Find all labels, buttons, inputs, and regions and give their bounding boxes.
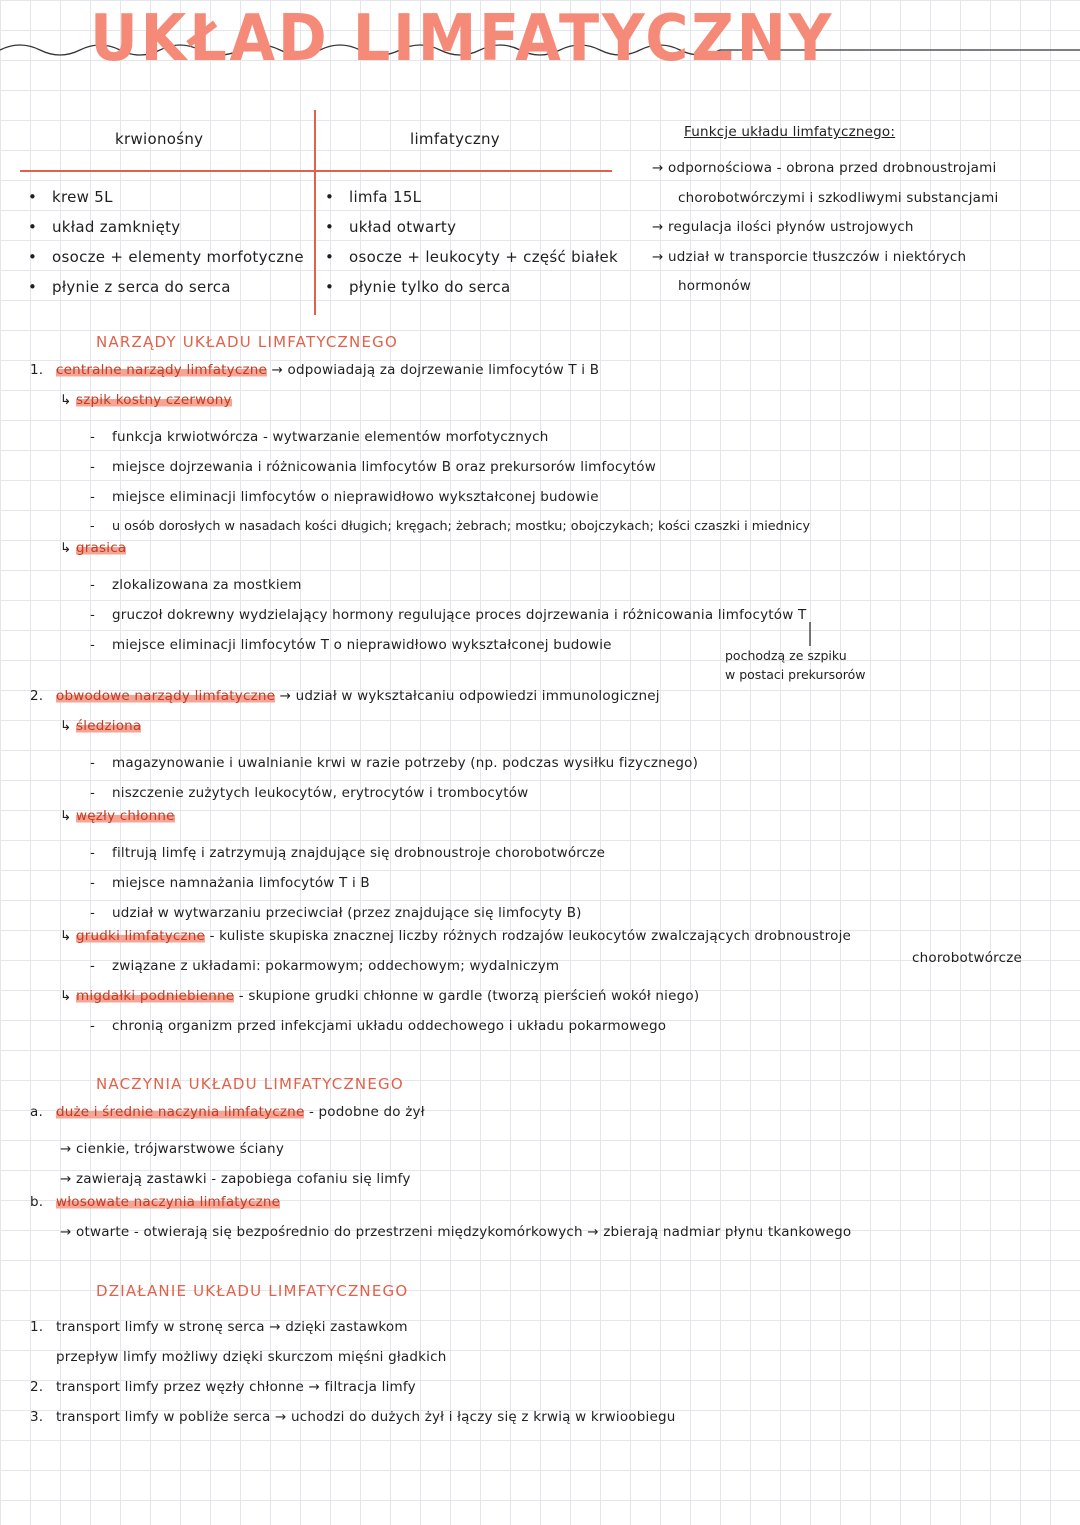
page-title: UKŁAD LIMFATYCZNY bbox=[90, 2, 835, 76]
bone-marrow: ↳ szpik kostny czerwony bbox=[60, 392, 232, 408]
list-item: przepływ limfy możliwy dzięki skurczom mięśni gładkich bbox=[56, 1349, 447, 1365]
list-item: 1. transport limfy w stronę serca → dzięki zastawkom bbox=[30, 1319, 408, 1335]
list-item: - filtrują limfę i zatrzymują znajdujące się drobnoustroje chorobotwórcze bbox=[90, 845, 606, 861]
lymph-nodules: ↳ grudki limfatyczne - kuliste skupiska znacznej liczby różnych rodzajów leukocytów zwalczających drobnoustroje bbox=[60, 928, 852, 944]
list-item: - związane z układami: pokarmowym; oddechowym; wydalniczym bbox=[90, 958, 560, 974]
list-item: • układ zamknięty bbox=[28, 218, 181, 236]
tonsils-list bbox=[90, 1018, 666, 1034]
list-item: - miejsce eliminacji limfocytów T o nieprawidłowo wykształconej budowie bbox=[90, 637, 612, 653]
functions-title: Funkcje układu limfatycznego: bbox=[684, 124, 896, 140]
thymus-note-line: w postaci prekursorów bbox=[725, 667, 866, 682]
list-item: → cienkie, trójwarstwowe ściany bbox=[60, 1141, 285, 1157]
list-item: • płynie tylko do serca bbox=[325, 278, 511, 296]
compare-right-header: limfatyczny bbox=[410, 130, 500, 148]
thymus-note-line: pochodzą ze szpiku bbox=[725, 648, 847, 663]
lymph-nodes: ↳ węzły chłonne bbox=[60, 808, 175, 824]
list-item: 2. transport limfy przez węzły chłonne → filtracja limfy bbox=[30, 1379, 416, 1395]
list-item: • krew 5L bbox=[28, 188, 113, 206]
list-item: - gruczoł dokrewny wydzielający hormony regulujące proces dojrzewania i różnicowania limfocytów T bbox=[90, 607, 807, 623]
compare-left-list bbox=[28, 182, 304, 302]
list-item: - chronią organizm przed infekcjami układu oddechowego i układu pokarmowego bbox=[90, 1018, 667, 1034]
list-item: - miejsce namnażania limfocytów T i B bbox=[90, 875, 370, 891]
organs-header: NARZĄDY UKŁADU LIMFATYCZNEGO bbox=[96, 333, 398, 351]
list-item: • osocze + elementy morfotyczne bbox=[28, 248, 304, 266]
list-item: - magazynowanie i uwalnianie krwi w razie potrzeby (np. podczas wysiłku fizycznego) bbox=[90, 755, 699, 771]
list-item: - miejsce eliminacji limfocytów o nieprawidłowo wykształconej budowie bbox=[90, 489, 599, 505]
list-item: → odpornościowa - obrona przed drobnoustrojami bbox=[652, 160, 997, 176]
vessels-b-list bbox=[60, 1224, 851, 1240]
action-header: DZIAŁANIE UKŁADU LIMFATYCZNEGO bbox=[96, 1282, 409, 1300]
lymph-nodules-list bbox=[90, 958, 559, 974]
list-item: hormonów bbox=[678, 278, 751, 294]
compare-left-header: krwionośny bbox=[115, 130, 204, 148]
list-item: • limfa 15L bbox=[325, 188, 422, 206]
functions-list bbox=[652, 154, 998, 302]
list-item: → otwarte - otwierają się bezpośrednio do przestrzeni międzykomórkowych → zbierają nadmiar płynu tkankowego bbox=[60, 1224, 852, 1240]
spleen-list bbox=[90, 748, 698, 808]
list-item: - funkcja krwiotwórcza - wytwarzanie elementów morfotycznych bbox=[90, 429, 549, 445]
central-organs-label: centralne narządy limfatyczne bbox=[56, 362, 268, 378]
list-item: → zawierają zastawki - zapobiega cofaniu się limfy bbox=[60, 1171, 411, 1187]
vessels-header: NACZYNIA UKŁADU LIMFATYCZNEGO bbox=[96, 1075, 404, 1093]
list-item: - zlokalizowana za mostkiem bbox=[90, 577, 302, 593]
list-item: - u osób dorosłych w nasadach kości długich; kręgach; żebrach; mostku; obojczykach; kości czaszki i miednicy bbox=[90, 519, 811, 534]
peripheral-organs: 2. obwodowe narządy limfatyczne → udział w wykształcaniu odpowiedzi immunologicznej bbox=[30, 688, 660, 704]
thymus: ↳ grasica bbox=[60, 540, 127, 556]
list-item: • osocze + leukocyty + część białek bbox=[325, 248, 618, 266]
compare-right-list bbox=[325, 182, 618, 302]
tonsils: ↳ migdałki podniebienne - skupione grudki chłonne w gardle (tworzą pierścień wokół niego) bbox=[60, 988, 700, 1004]
list-item: → udział w transporcie tłuszczów i niektórych bbox=[652, 248, 967, 265]
list-item: - udział w wytwarzaniu przeciwciał (przez znajdujące się limfocyty B) bbox=[90, 905, 582, 921]
list-item: • układ otwarty bbox=[325, 218, 457, 236]
thymus-list bbox=[90, 570, 806, 660]
lymph-nodes-list bbox=[90, 838, 605, 928]
vessels-a-list bbox=[60, 1134, 411, 1194]
list-item: chorobotwórczymi i szkodliwymi substancjami bbox=[678, 189, 999, 206]
list-item: • płynie z serca do serca bbox=[28, 278, 231, 296]
thymus-note bbox=[725, 646, 865, 684]
lymph-nodules-cont: chorobotwórcze bbox=[912, 950, 1023, 966]
list-item: - niszczenie zużytych leukocytów, erytrocytów i trombocytów bbox=[90, 785, 529, 801]
list-item: → regulacja ilości płynów ustrojowych bbox=[652, 219, 914, 235]
list-item: 3. transport limfy w pobliże serca → uchodzi do dużych żył i łączy się z krwią w krwioobiegu bbox=[30, 1409, 676, 1425]
spleen: ↳ śledziona bbox=[60, 718, 142, 734]
vessels-a: a. duże i średnie naczynia limfatyczne - podobne do żył bbox=[30, 1104, 425, 1120]
bone-marrow-list bbox=[90, 422, 810, 542]
vessels-b: b. włosowate naczynia limfatyczne bbox=[30, 1194, 281, 1210]
action-list bbox=[30, 1312, 676, 1432]
central-organs: 1. centralne narządy limfatyczne → odpowiadają za dojrzewanie limfocytów T i B bbox=[30, 362, 600, 378]
list-item: - miejsce dojrzewania i różnicowania limfocytów B oraz prekursorów limfocytów bbox=[90, 459, 656, 475]
